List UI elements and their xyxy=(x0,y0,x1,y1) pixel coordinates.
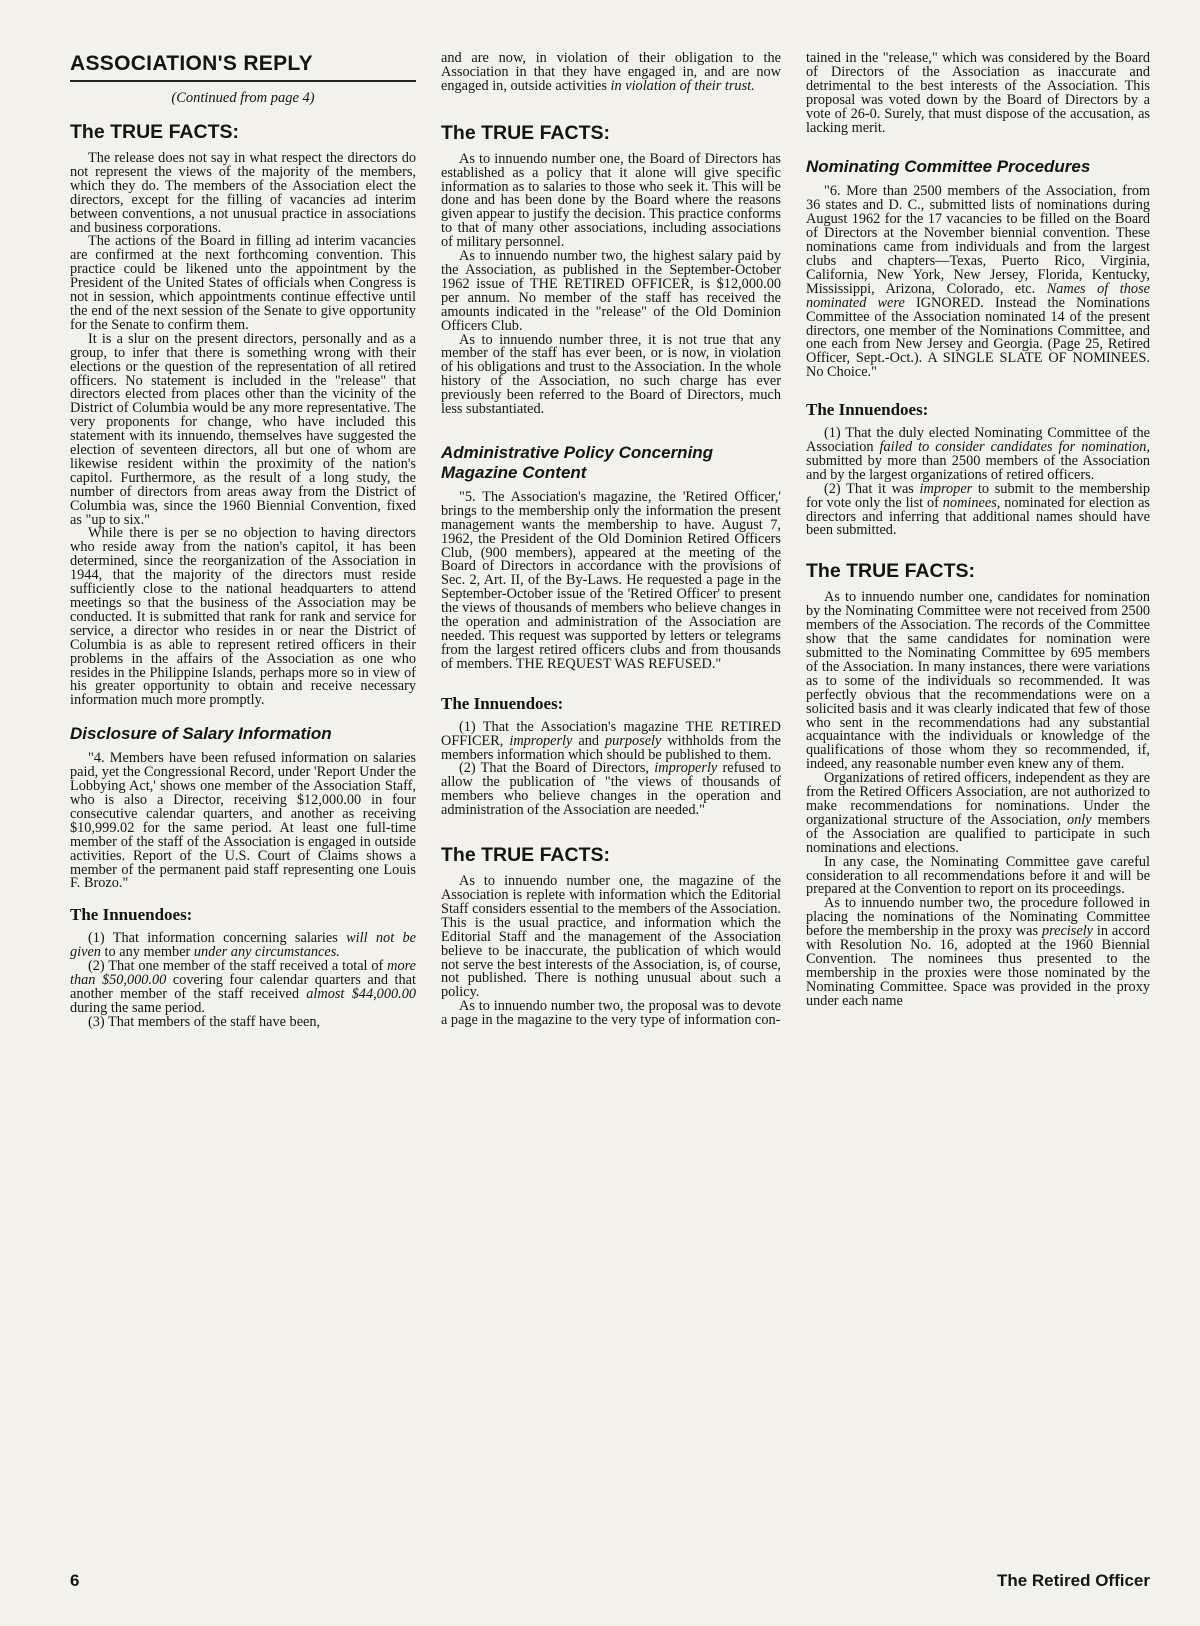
paragraph: (2) That the Board of Directors, improperly refused to allow the publication of "the views of thousands of members who believe changes in the operation and administration of the Association are needed." xyxy=(441,760,781,819)
section-heading-salary: Disclosure of Salary Information xyxy=(70,724,332,744)
true-facts-heading-2: The TRUE FACTS: xyxy=(441,121,610,144)
paragraph: Organizations of retired officers, independent as they are from the Retired Officers Association, are not authorized to make recommendations for nominations. Under the organizational structure of the Association, only members of the Association are qualified to participate in such nominations and elections. xyxy=(806,770,1150,856)
paragraph: As to innuendo number one, candidates for nomination by the Nominating Committee were not received from 2500 members of the Association. The records of the Committee show that the same candidates for nomination were submitted to the Nominating Committee by 695 members of the Association. In many instances, there were variations as to some of the individuals so recommended. It was perfectly obvious that the recommendations were on a solicited basis and it was clearly indicated that few of those who sent in the recommendations had any substantial acquaintance with the individuals or knowledge of the qualifications of those whom they so recommended, if, indeed, any reasonable number even knew any of them. xyxy=(806,589,1150,773)
paragraph: In any case, the Nominating Committee gave careful consideration to all recommendations before it and will be prepared at the Convention to report on its proceedings. xyxy=(806,853,1150,898)
title-rule xyxy=(70,80,416,82)
paragraph: As to innuendo number three, it is not true that any member of the staff has ever been, or is now, in violation of his obligations and trust to the Association. In the whole history of the Association, no such charge has ever previously been referred to the Board of Directors, much less substantiated. xyxy=(441,331,781,418)
innuendoes-heading-2: The Innuendoes: xyxy=(441,693,564,713)
true-facts-heading-3: The TRUE FACTS: xyxy=(441,844,610,867)
true-facts-heading-1: The TRUE FACTS: xyxy=(70,121,239,143)
paragraph: While there is per se no objection to having directors who reside away from the nation's capitol, it has been determined, since the reorganization of the Association in 1944, that the majority of the directors must reside sufficiently close to the national headquarters to attend meetings so that the business of the Association may be conducted. It is submitted that rank for rank and service for service, a director who resides in or near the District of Columbia is as able to represent retired officers in their problems in the affairs of the Association as one who resides in the Philippine Islands, perhaps more so in view of his greater opportunity to obtain and receive necessary information much more promptly. xyxy=(70,525,416,709)
paragraph: "5. The Association's magazine, the 'Retired Officer,' brings to the membership only the information the present management wants the membership to have. August 7, 1962, the President of the Old Dominion Retired Officers Club, (900 members), appeared at the meeting of the Board of Directors in accordance with the provisions of Sec. 2, Art. II, of the By-Laws. He requested a page in the September-October issue of the 'Retired Officer' to present the views of thousands of members who believe changes in the operation and administration of the Association are needed. This request was supported by letters or telegrams from the largest retired officers clubs and from thousands of members. THE REQUEST WAS REFUSED." xyxy=(441,488,781,672)
paragraph: (2) That it was improper to submit to the membership for vote only the list of nominees, nominated for election as directors and inferring that additional names should have been submitted. xyxy=(806,480,1150,539)
paragraph: As to innuendo number two, the proposal was to devote a page in the magazine to the very type of information con- xyxy=(441,998,781,1029)
paragraph: The actions of the Board in filling ad interim vacancies are confirmed at the next forthcoming convention. This practice could be likened unto the appointment by the President of the United States of officials when Congress is not in session, which appointments continue effective until the end of the next session of the Senate to give opportunity for the Senate to confirm them. xyxy=(70,233,416,333)
paragraph: The release does not say in what respect the directors do not represent the views of the majority of the members, which they do. The members of the Association elect the directors, except for the filling of vacancies ad interim between conventions, a not unusual practice in associations and business corporations. xyxy=(70,150,416,236)
paragraph: (1) That the duly elected Nominating Committee of the Association failed to consider candidates for nomination, submitted by more than 2500 members of the Association and by the largest organizations of retired officers. xyxy=(806,425,1150,483)
paragraph: (2) That one member of the staff received a total of more than $50,000.00 covering four calendar quarters and that another member of the staff received almost $44,000.00 during the same period. xyxy=(70,958,417,1016)
innuendoes-heading-3: The Innuendoes: xyxy=(806,400,929,420)
paragraph: "4. Members have been refused information on salaries paid, yet the Congressional Record, under 'Report Under the Lobbying Act,' shows one member of the Association Staff, who is also a Director, receiving $12,000.00 in four consecutive calendar quarters, and another as receiving $10,999.02 for the same period. At least one full-time member of the staff of the Association is engaged in outside activities. Report of the U.S. Court of Claims shows a member of the permanent paid staff representing one Louis F. Brozo." xyxy=(70,750,416,892)
paragraph: As to innuendo number one, the magazine of the Association is replete with information which the Editorial Staff considers essential to the members of the Association. This is the usual practice, and information which the Editorial Staff and the management of the Association believe to be inaccurate, the publication of which would not serve the best interests of the Association, is, of course, not published. There is nothing unusual about such a policy. xyxy=(441,873,782,1001)
article-title: ASSOCIATION'S REPLY xyxy=(70,52,313,75)
paragraph: (3) That members of the staff have been, xyxy=(88,1013,321,1030)
paragraph: As to innuendo number two, the highest salary paid by the Association, as published in the September-October 1962 issue of THE RETIRED OFFICER, is $12,000.00 per annum. No member of the staff has received the amounts indicated in the "release" of the Old Dominion Officers Club. xyxy=(441,248,781,334)
paragraph: (1) That the Association's magazine THE RETIRED OFFICER, improperly and purposely withholds from the members information which should be published to them. xyxy=(441,718,781,763)
innuendoes-heading-1: The Innuendoes: xyxy=(70,905,193,925)
paragraph: (1) That information concerning salaries will not be given to any member under any circumstances. xyxy=(70,930,416,961)
continued-note: (Continued from page 4) xyxy=(171,90,315,106)
true-facts-heading-4: The TRUE FACTS: xyxy=(806,560,975,583)
column-3 xyxy=(806,52,1150,1009)
column-1 xyxy=(70,52,416,1030)
paragraph: "6. More than 2500 members of the Association, from 36 states and D. C., submitted lists of nominations during August 1962 for the 17 vacancies to be filled on the Board of Directors at the November biennial convention. These nominations came from individuals and from the largest clubs and chapters—Texas, Puerto Rico, Virginia, California, New York, New Jersey, Florida, Kentucky, Mississippi, Arizona, Colorado, etc. Names of those nominated were IGNORED. Instead the Nominations Committee of the Association nominated 14 of the present directors, one member of the Nominations Committee, and one each from New Jersey and Georgia. (Page 25, Retired Officer, Sept.-Oct.). A SINGLE SLATE OF NOMINEES. No Choice." xyxy=(806,183,1150,381)
paragraph: As to innuendo number two, the procedure followed in placing the nominations of the Nominating Committee before the membership in the proxy was precisely in accord with Resolution No. 16, adopted at the 1960 Biennial Convention. The nominees thus presented to the membership in the proxies were those nominated by the Nominating Committee. Space was provided in the proxy under each name xyxy=(806,895,1150,1009)
page-number: 6 xyxy=(70,1571,80,1590)
section-heading-nominating: Nominating Committee Procedures xyxy=(806,157,1091,177)
paragraph: tained in the "release," which was considered by the Board of Directors of the Association as inaccurate and detrimental to the best interests of the Association. This proposal was voted down by the Board of Directors by a vote of 26-0. Surely, that must dispose of the accusation, as lacking merit. xyxy=(806,50,1150,136)
column-2 xyxy=(441,52,781,1028)
publication-name: The Retired Officer xyxy=(996,1571,1150,1590)
paragraph: As to innuendo number one, the Board of Directors has established as a policy that it alone will give specific information as to salaries to those who seek it. This will be done and has been done by the Board where the reasons given appear to justify the decision. This practice conforms to that of many other associations, including associations of military personnel. xyxy=(441,150,781,251)
section-heading-magazine: Administrative Policy Concerning Magazine Content xyxy=(441,442,714,482)
paragraph: It is a slur on the present directors, personally and as a group, to infer that there is something wrong with their elections or the question of the representation of all retired officers. No statement is included in the "release" that directors elected from places other than the vicinity of the District of Columbia would be any more representative. The very proponents for change, who have included this statement with its innuendo, themselves have suggested the election of seventeen directors, all but one of whom are likewise resident within the proximity of the nation's capitol. Furthermore, as the result of a long study, the number of directors from areas away from the District of Columbia was, since the 1960 Biennial Convention, fixed as "up to six." xyxy=(70,330,416,528)
paragraph: and are now, in violation of their obligation to the Association in that they have engaged in, and are now engaged in, outside activities in violation of their trust. xyxy=(441,50,781,94)
